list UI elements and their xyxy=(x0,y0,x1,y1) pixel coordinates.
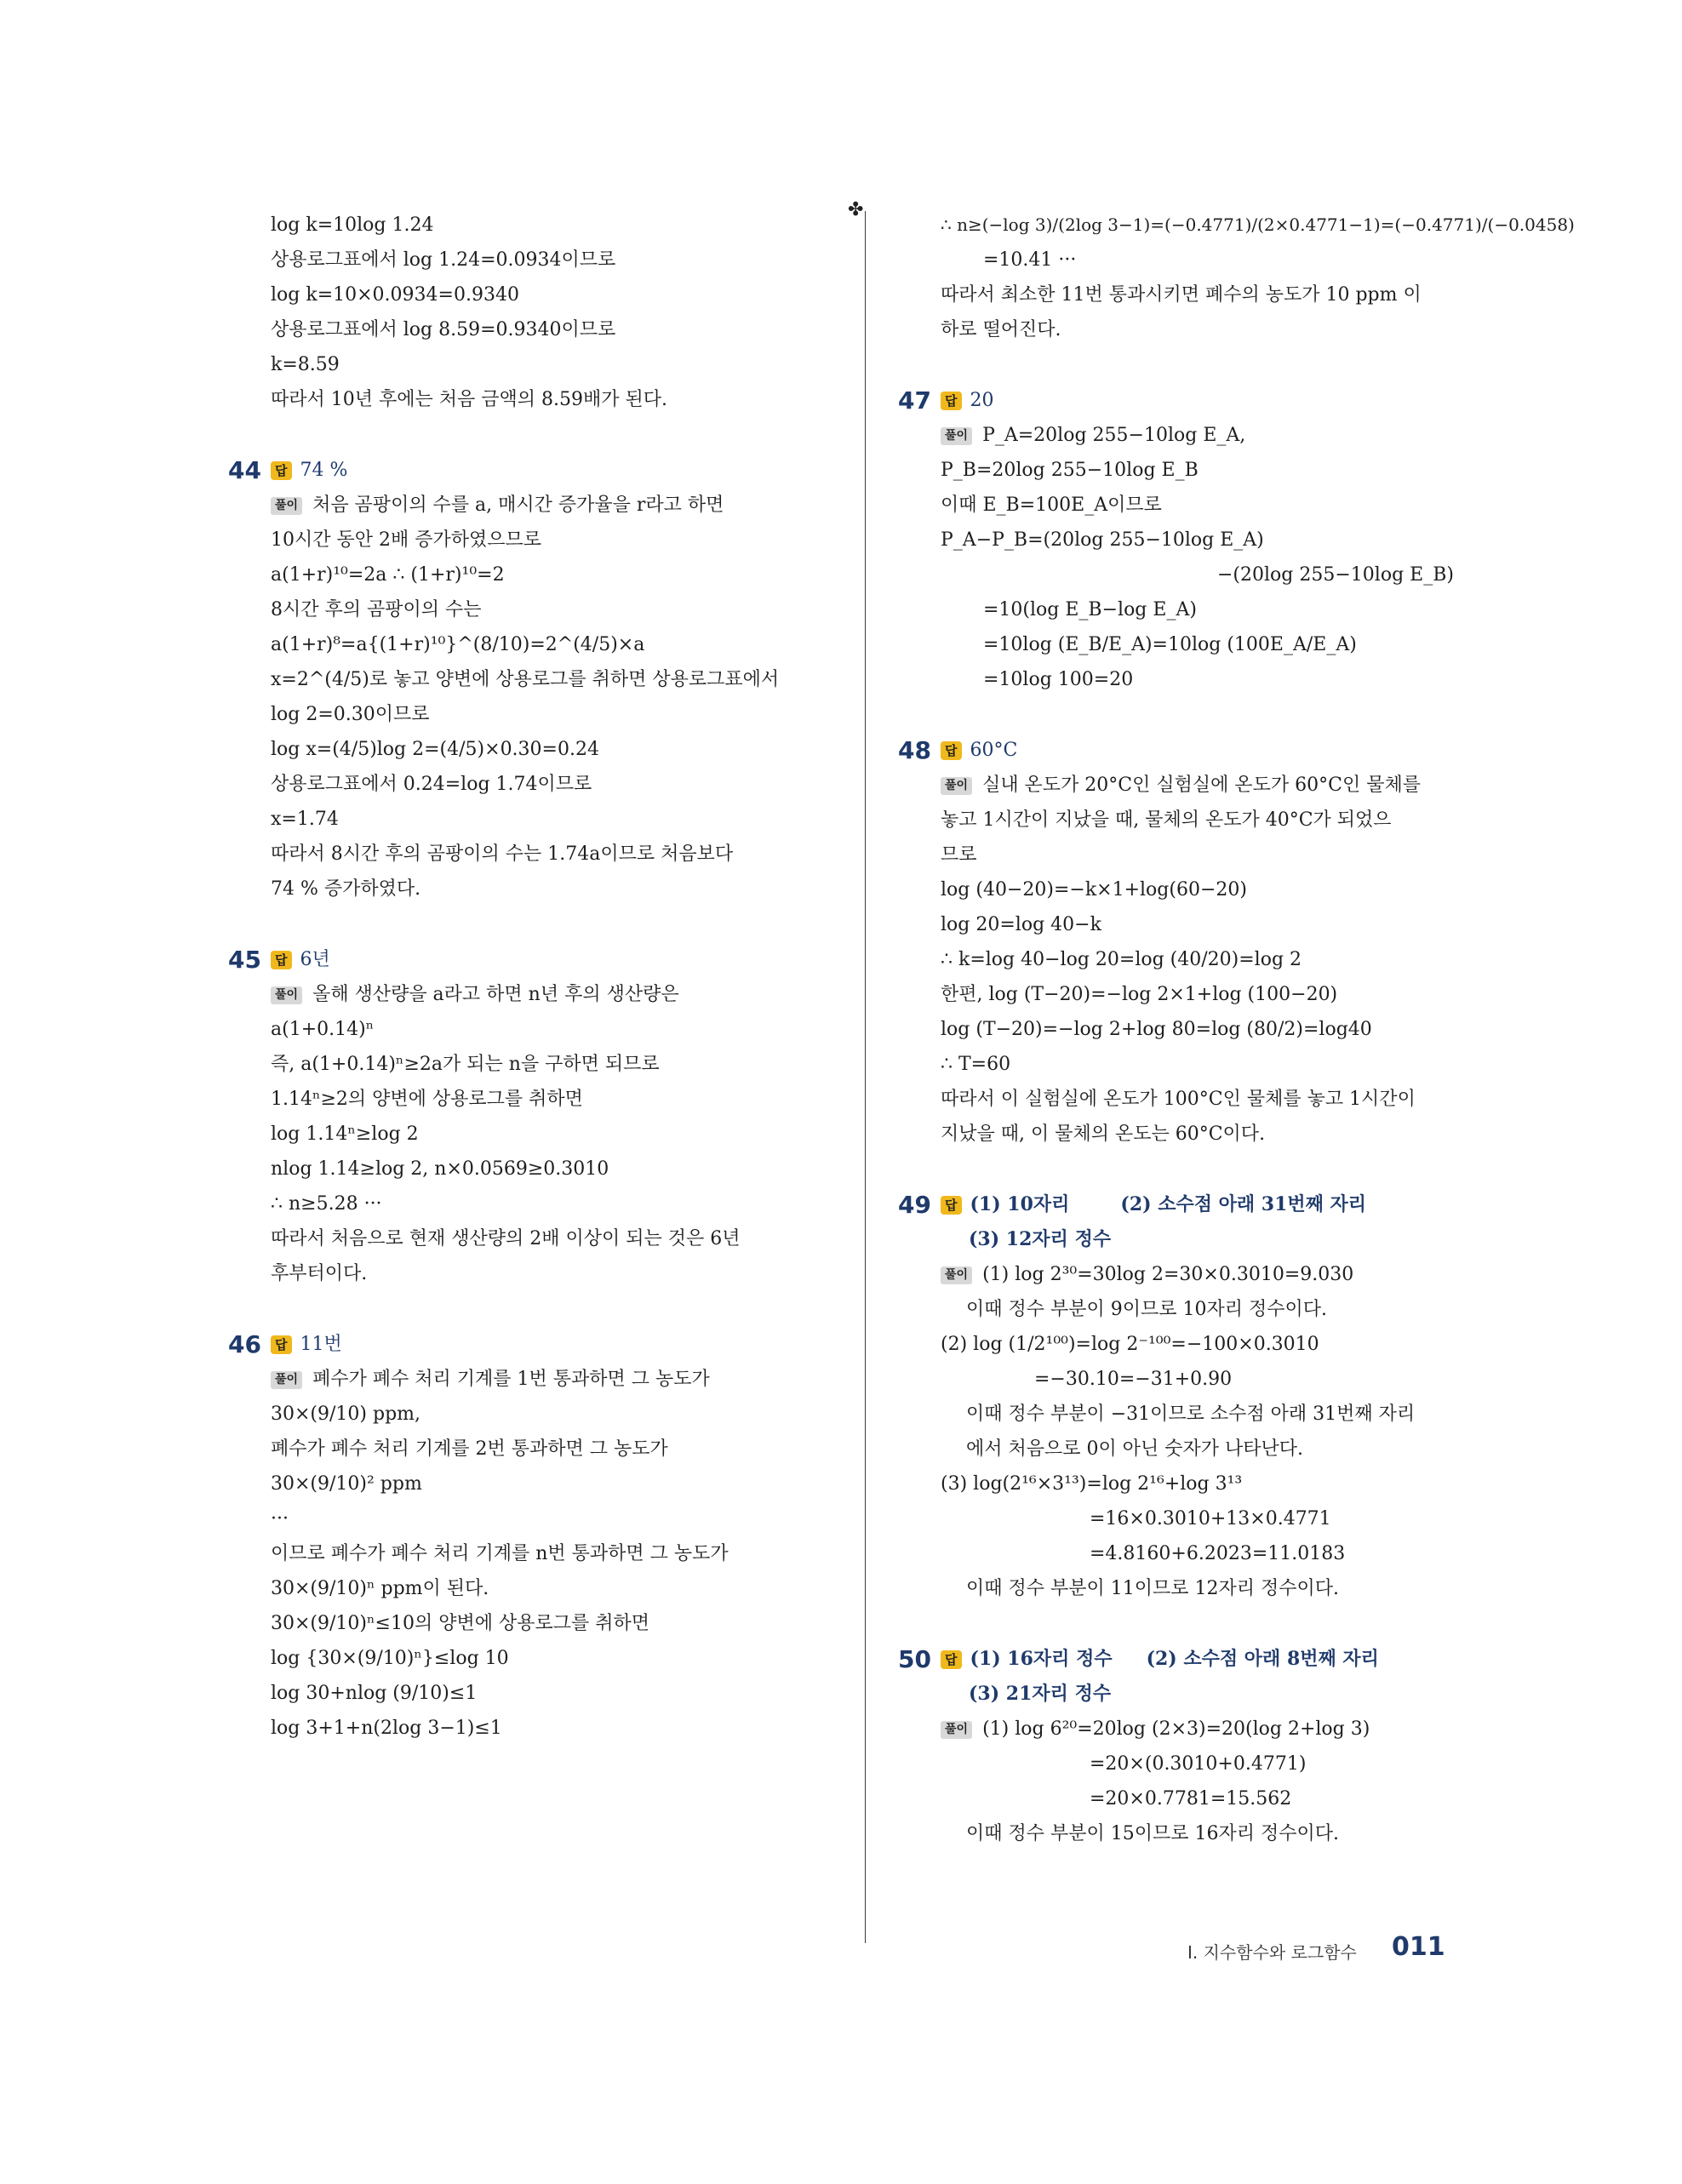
text-line: 74 % 증가하였다. xyxy=(271,878,421,900)
answer-text: 6년 xyxy=(300,949,330,970)
answer-text: (3) 21자리 정수 xyxy=(969,1683,1112,1705)
text-line: log 2=0.30이므로 xyxy=(271,704,430,725)
answer-text: (2) 소수점 아래 8번째 자리 xyxy=(1146,1648,1379,1670)
text-line: ∴ n≥(−log 3)/(2log 3−1)=(−0.4771)/(2×0.4771−1)=(−0.4771)/(−0.0458) xyxy=(941,214,1575,235)
divider-ornament-icon: ✤ xyxy=(848,199,864,220)
problem-45 xyxy=(228,942,832,1291)
text-line: 이때 정수 부분이 9이므로 10자리 정수이다. xyxy=(966,1299,1327,1320)
problem-48 xyxy=(898,733,1477,1152)
answer-badge: 답 xyxy=(271,461,292,480)
text-line: 에서 처음으로 0이 아닌 숫자가 나타난다. xyxy=(966,1438,1303,1460)
answer-badge: 답 xyxy=(941,741,962,760)
text-line: log k=10×0.0934=0.9340 xyxy=(271,284,519,306)
right-column xyxy=(898,208,1575,1851)
text-line: 따라서 8시간 후의 곰팡이의 수는 1.74a이므로 처음보다 xyxy=(271,843,734,865)
text-line: (1) log 6²⁰=20log (2×3)=20(log 2+log 3) xyxy=(982,1718,1370,1740)
solution-badge: 풀이 xyxy=(941,427,972,445)
text-line: =4.8160+6.2023=11.0183 xyxy=(1090,1543,1346,1564)
problem-47 xyxy=(898,383,1477,697)
answer-text: (3) 12자리 정수 xyxy=(969,1228,1112,1250)
text-line: 따라서 처음으로 현재 생산량의 2배 이상이 되는 것은 6년 xyxy=(271,1228,741,1249)
problem-number: 48 xyxy=(898,736,931,764)
text-line: x=1.74 xyxy=(271,809,339,830)
text-line: 이때 정수 부분이 −31이므로 소수점 아래 31번째 자리 xyxy=(966,1404,1416,1425)
chapter-title: Ⅰ. 지수함수와 로그함수 xyxy=(1187,1942,1357,1963)
problem-number: 47 xyxy=(898,386,931,415)
problem-number: 44 xyxy=(228,456,261,484)
text-line: a(1+r)⁸=a{(1+r)¹⁰}^(8/10)=2^(4/5)×a xyxy=(271,634,645,655)
answer-text: (2) 소수점 아래 31번째 자리 xyxy=(1120,1193,1367,1215)
text-line: 올해 생산량을 a라고 하면 n년 후의 생산량은 xyxy=(312,984,679,1005)
text-line: =−30.10=−31+0.90 xyxy=(1034,1369,1233,1390)
text-line: 상용로그표에서 0.24=log 1.74이므로 xyxy=(271,774,592,795)
text-line: 이때 E_B=100E_A이므로 xyxy=(941,495,1162,516)
answer-text: (1) 10자리 xyxy=(970,1193,1070,1215)
text-line: a(1+0.14)ⁿ xyxy=(271,1019,375,1040)
text-line: 상용로그표에서 log 1.24=0.0934이므로 xyxy=(271,249,616,271)
solution-badge: 풀이 xyxy=(941,777,972,795)
solution-badge: 풀이 xyxy=(271,986,302,1004)
answer-badge: 답 xyxy=(941,1650,962,1669)
text-line: log (40−20)=−k×1+log(60−20) xyxy=(941,879,1247,900)
text-line: 지났을 때, 이 물체의 온도는 60°C이다. xyxy=(941,1123,1266,1145)
problem-number: 45 xyxy=(228,946,261,974)
text-line: P_B=20log 255−10log E_B xyxy=(941,460,1199,481)
text-line: =10(log E_B−log E_A) xyxy=(983,599,1197,620)
text-line: log 30+nlog (9/10)≤1 xyxy=(271,1683,478,1704)
solution-badge: 풀이 xyxy=(941,1721,972,1739)
text-line: log x=(4/5)log 2=(4/5)×0.30=0.24 xyxy=(271,739,599,760)
solution-46-continuation xyxy=(941,208,1575,347)
text-line: 이때 정수 부분이 11이므로 12자리 정수이다. xyxy=(966,1578,1339,1599)
problem-number: 50 xyxy=(898,1645,931,1673)
text-line: 따라서 이 실험실에 온도가 100°C인 물체를 놓고 1시간이 xyxy=(941,1089,1416,1110)
column-divider xyxy=(865,211,866,1943)
answer-badge: 답 xyxy=(941,1196,962,1215)
text-line: P_A=20log 255−10log E_A, xyxy=(982,425,1246,446)
text-line: log k=10log 1.24 xyxy=(271,214,434,236)
answer-text: 60°C xyxy=(970,740,1018,761)
text-line: ∴ k=log 40−log 20=log (40/20)=log 2 xyxy=(941,949,1302,970)
text-line: 30×(9/10)ⁿ≤10의 양변에 상용로그를 취하면 xyxy=(271,1613,649,1634)
text-line: 따라서 10년 후에는 처음 금액의 8.59배가 된다. xyxy=(271,389,667,410)
text-line: −(20log 255−10log E_B) xyxy=(1217,564,1454,586)
problem-number: 46 xyxy=(228,1330,261,1358)
text-line: 30×(9/10) ppm, xyxy=(271,1404,421,1425)
text-line: 후부터이다. xyxy=(271,1263,368,1284)
text-line: =10.41 ··· xyxy=(983,249,1077,271)
problem-44 xyxy=(228,453,832,906)
text-line: ∴ n≥5.28 ··· xyxy=(271,1193,382,1215)
text-line: nlog 1.14≥log 2, n×0.0569≥0.3010 xyxy=(271,1158,609,1180)
answer-text: 11번 xyxy=(300,1334,342,1355)
problem-number: 49 xyxy=(898,1191,931,1219)
text-line: 실내 온도가 20°C인 실험실에 온도가 60°C인 물체를 xyxy=(982,775,1421,796)
text-line: log 3+1+n(2log 3−1)≤1 xyxy=(271,1718,502,1739)
solution-43-continuation xyxy=(271,208,832,417)
text-line: a(1+r)¹⁰=2a ∴ (1+r)¹⁰=2 xyxy=(271,564,505,586)
text-line: log 20=log 40−k xyxy=(941,914,1101,935)
answer-text: (1) 16자리 정수 xyxy=(970,1648,1113,1670)
text-line: =16×0.3010+13×0.4771 xyxy=(1090,1508,1331,1529)
problem-49 xyxy=(898,1187,1477,1606)
text-line: 8시간 후의 곰팡이의 수는 xyxy=(271,599,482,620)
text-line: 30×(9/10)ⁿ ppm이 된다. xyxy=(271,1578,489,1599)
text-line: 이때 정수 부분이 15이므로 16자리 정수이다. xyxy=(966,1823,1339,1844)
text-line: 10시간 동안 2배 증가하였으므로 xyxy=(271,529,541,551)
text-line: 30×(9/10)² ppm xyxy=(271,1473,422,1495)
text-line: (2) log (1/2¹⁰⁰)=log 2⁻¹⁰⁰=−100×0.3010 xyxy=(941,1334,1319,1355)
text-line: 폐수가 폐수 처리 기계를 1번 통과하면 그 농도가 xyxy=(312,1369,710,1390)
text-line: k=8.59 xyxy=(271,354,340,375)
answer-text: 20 xyxy=(970,390,994,411)
text-line: =10log 100=20 xyxy=(983,669,1134,690)
text-line: 이므로 폐수가 폐수 처리 기계를 n번 통과하면 그 농도가 xyxy=(271,1543,729,1564)
solution-badge: 풀이 xyxy=(271,497,302,515)
text-line: 하로 떨어진다. xyxy=(941,319,1061,340)
text-line: 상용로그표에서 log 8.59=0.9340이므로 xyxy=(271,319,616,340)
text-line: 따라서 최소한 11번 통과시키면 폐수의 농도가 10 ppm 이 xyxy=(941,284,1422,306)
text-line: (3) log(2¹⁶×3¹³)=log 2¹⁶+log 3¹³ xyxy=(941,1473,1243,1495)
text-line: 즉, a(1+0.14)ⁿ≥2a가 되는 n을 구하면 되므로 xyxy=(271,1054,660,1075)
solution-badge: 풀이 xyxy=(271,1371,302,1389)
text-line: (1) log 2³⁰=30log 2=30×0.3010=9.030 xyxy=(982,1264,1354,1285)
text-line: 놓고 1시간이 지났을 때, 물체의 온도가 40°C가 되었으 xyxy=(941,809,1392,831)
text-line: =20×0.7781=15.562 xyxy=(1090,1788,1292,1810)
problem-46 xyxy=(228,1327,832,1746)
text-line: 1.14ⁿ≥2의 양변에 상용로그를 취하면 xyxy=(271,1089,583,1110)
solution-badge: 풀이 xyxy=(941,1266,972,1284)
text-line: 므로 xyxy=(941,844,977,866)
text-line: =20×(0.3010+0.4771) xyxy=(1090,1753,1307,1775)
page-number: 011 xyxy=(1392,1932,1445,1962)
text-line: x=2^(4/5)로 놓고 양변에 상용로그를 취하면 상용로그표에서 xyxy=(271,669,780,690)
answer-text: 74 % xyxy=(300,460,348,481)
left-column xyxy=(228,208,832,1746)
text-line: log (T−20)=−log 2+log 80=log (80/2)=log40 xyxy=(941,1019,1372,1040)
text-line: 폐수가 폐수 처리 기계를 2번 통과하면 그 농도가 xyxy=(271,1438,668,1460)
text-line: ∴ T=60 xyxy=(941,1054,1011,1075)
text-line: P_A−P_B=(20log 255−10log E_A) xyxy=(941,529,1264,551)
text-line: log 1.14ⁿ≥log 2 xyxy=(271,1123,419,1145)
text-line: =10log (E_B/E_A)=10log (100E_A/E_A) xyxy=(983,634,1357,655)
text-line: 한편, log (T−20)=−log 2×1+log (100−20) xyxy=(941,984,1338,1005)
text-line: ··· xyxy=(271,1508,289,1529)
text-line: 처음 곰팡이의 수를 a, 매시간 증가율을 r라고 하면 xyxy=(312,495,724,516)
answer-badge: 답 xyxy=(271,951,292,969)
problem-50 xyxy=(898,1642,1477,1851)
answer-badge: 답 xyxy=(941,392,962,410)
answer-badge: 답 xyxy=(271,1335,292,1354)
text-line: log {30×(9/10)ⁿ}≤log 10 xyxy=(271,1648,509,1669)
